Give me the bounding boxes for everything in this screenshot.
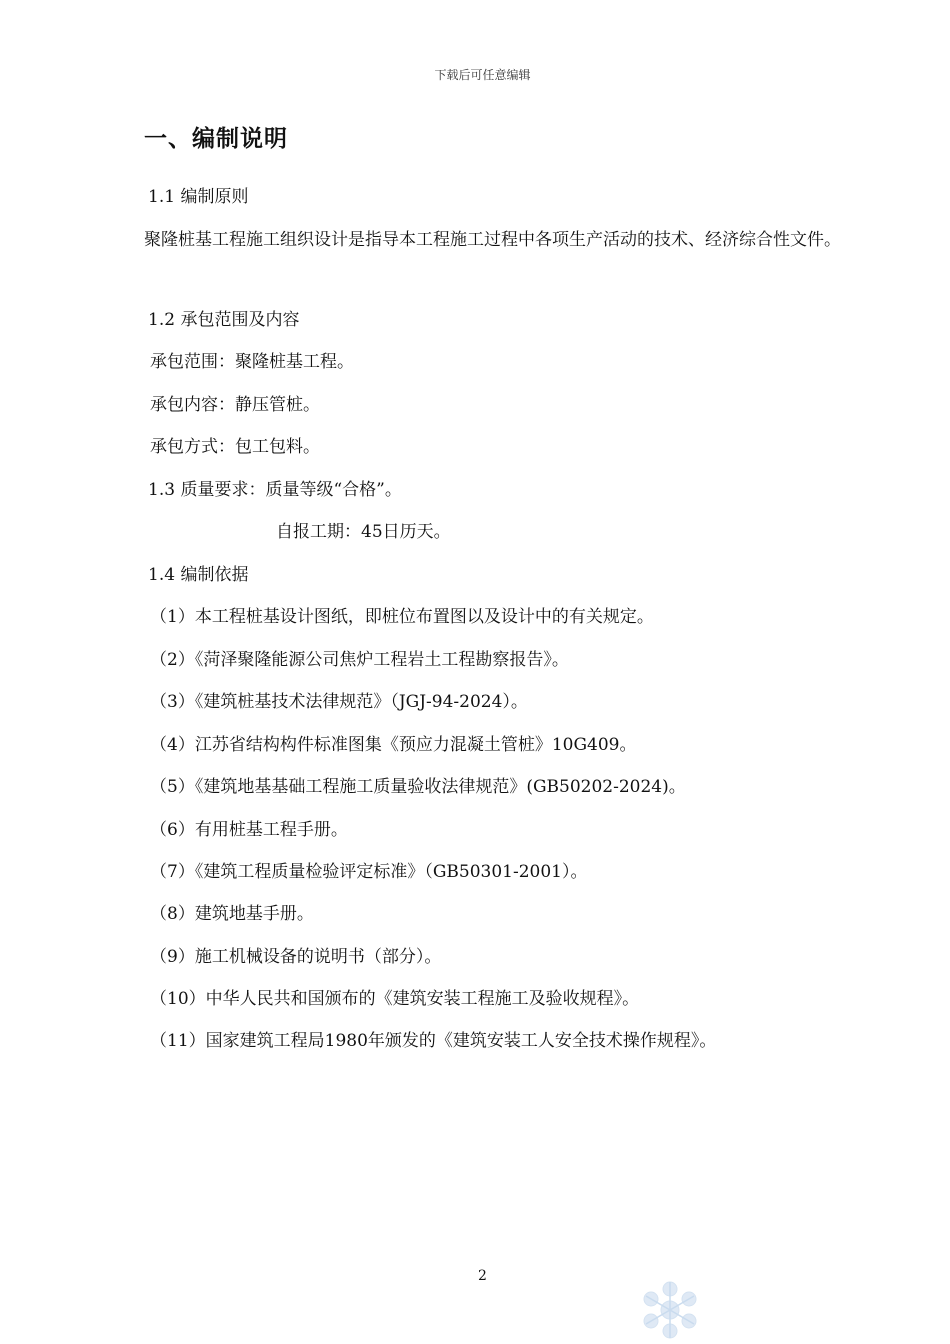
- basis-item-1: （1）本工程桩基设计图纸，即桩位布置图以及设计中的有关规定。: [150, 607, 654, 627]
- subsection-1-1-heading: 1.1 编制原则: [148, 187, 249, 207]
- basis-item-8: （8）建筑地基手册。: [150, 904, 314, 924]
- basis-item-3: （3）《建筑桩基技术法律规范》（JGJ-94-2024）。: [150, 692, 528, 712]
- basis-item-4: （4）江苏省结构构件标准图集《预应力混凝土管桩》10G409。: [150, 735, 637, 755]
- header-note: 下载后可任意编辑: [434, 68, 531, 82]
- basis-item-10: （10）中华人民共和国颁布的《建筑安装工程施工及验收规程》。: [150, 989, 640, 1009]
- basis-item-11: （11）国家建筑工程局1980年颁发的《建筑安装工人安全技术操作规程》。: [150, 1031, 717, 1051]
- basis-item-9: （9）施工机械设备的说明书（部分）。: [150, 947, 442, 967]
- basis-item-7: （7）《建筑工程质量检验评定标准》（GB50301-2001）。: [150, 862, 588, 882]
- snowflake-watermark-icon: [634, 1276, 706, 1344]
- basis-item-2: （2）《菏泽聚隆能源公司焦炉工程岩土工程勘察报告》。: [150, 650, 569, 670]
- basis-item-6: （6）有用桩基工程手册。: [150, 820, 348, 840]
- section-title: 一、编制说明: [144, 125, 288, 152]
- subsection-1-4-heading: 1.4 编制依据: [148, 565, 249, 585]
- basis-item-5: （5）《建筑地基基础工程施工质量验收法律规范》(GB50202-2024)。: [150, 777, 686, 797]
- subsection-1-3-heading: 1.3 质量要求：质量等级“合格”。: [148, 480, 402, 500]
- contract-content-line: 承包内容：静压管桩。: [150, 395, 320, 415]
- contract-method-line: 承包方式：包工包料。: [150, 437, 320, 457]
- subsection-1-2-heading: 1.2 承包范围及内容: [148, 310, 300, 330]
- page-number: 2: [478, 1268, 487, 1284]
- principle-paragraph: 聚隆桩基工程施工组织设计是指导本工程施工过程中各项生产活动的技术、经济综合性文件。: [144, 230, 841, 250]
- schedule-duration-line: 自报工期：45日历天。: [276, 522, 451, 542]
- contract-scope-line: 承包范围：聚隆桩基工程。: [150, 352, 354, 372]
